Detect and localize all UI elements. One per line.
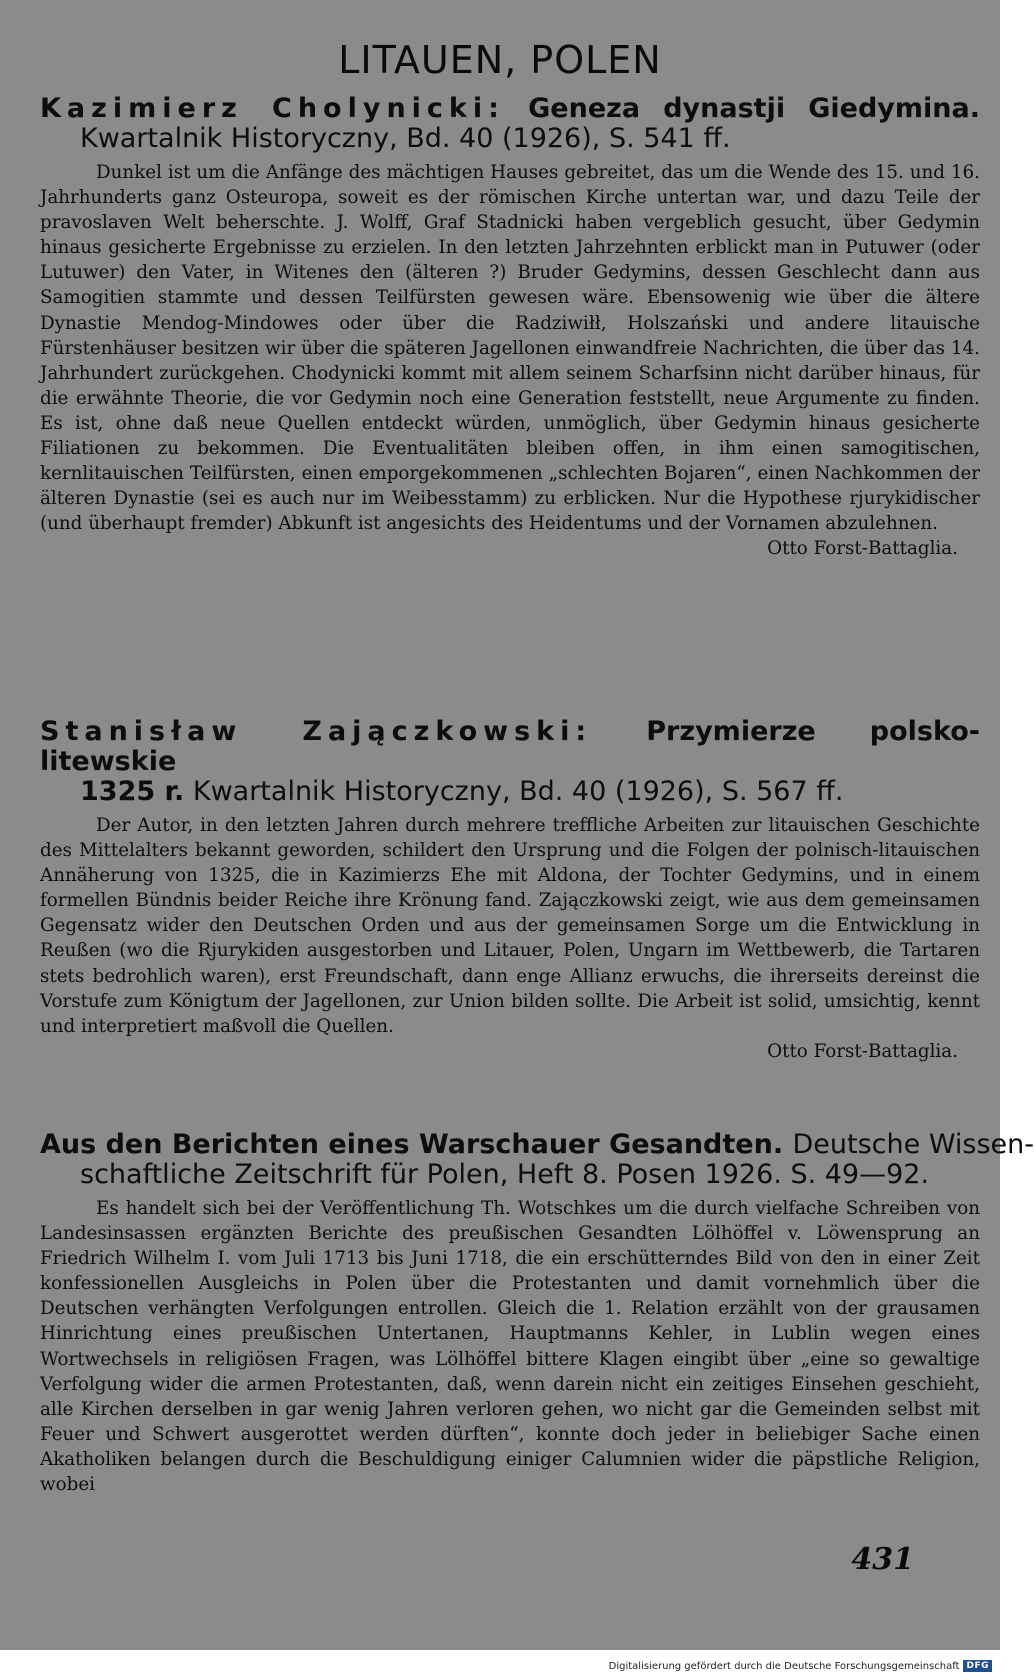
entry-author: Kazimierz Cholynicki: <box>40 93 505 124</box>
entry-title: Aus den Berichten eines Warschauer Gesandten. <box>40 1129 784 1160</box>
entry-body: Es handelt sich bei der Veröffentlichung Th. Wotschkes um die durch vielfache Schreiben von Landesinsassen ergänzten Berichte des preußischen Gesandten Lölhöffel v. Löwensprung an Friedrich Wilhelm I. vom Juli 1713 bis Juni 1718, die ein erschütterndes Bild von den in einer Zeit konfessionellen Ausgleichs in Polen über die Protestanten und damit vornehmlich über die Deutschen verhängten Verfolgungen entrollen. Gleich die 1. Relation erzählt von der grausamen Hinrichtung eines preußischen Untertanen, Hauptmanns Kehler, in Lublin wegen eines Wortwechsels in religiösen Fragen, was Lölhöffel bittere Klagen eingibt über „eine so gewaltige Verfolgung wider die armen Protestanten, daß, wenn darein nicht ein zeitiges Einsehen geschieht, alle Kirchen derselben in gar wenig Jahren verloren gehen, wo nicht gar die Gemeinden selbst mit Feuer und Schwert ausgerottet werden dürften“, konnte doch jeder in beliebiger Sache einen Akatholiken belangen durch die Beschuldigung einiger Calumnien wider die päpstliche Religion, wobei <box>40 1198 980 1496</box>
review-entry-2 <box>40 717 980 1064</box>
entry-heading <box>40 717 980 777</box>
entry-citation-start: Deutsche Wissen- <box>792 1129 1034 1160</box>
entry-title: Przymierze polsko-litewskie <box>40 716 980 777</box>
entry-body: Der Autor, in den letzten Jahren durch mehrere treffliche Arbeiten zur litauischen Geschichte des Mittelalters bekannt geworden, schildert den Ursprung und die Folgen der polnisch-litauischen Annäherung von 1325, die in Kazimierzs Ehe mit Aldona, der Tochter Gedymins, und in einem formellen Bündnis beider Reiche ihre Krönung fand. Zajączkowski zeigt, wie aus dem gemeinsamen Gegensatz wider den Deutschen Orden und aus der gemeinsamen Sorge um die Entwicklung in Reußen (wo die Rjurykiden ausgestorben und Litauer, Polen, Ungarn im Wettbewerb, die Tartaren stets bedrohlich waren), erst Freundschaft, dann enge Allianz erwuchs, die ihrerseits dereinst die Vorstufe zum Königtum der Jagellonen, zur Union bilden sollte. Die Arbeit ist solid, umsichtig, kennt und interpretiert maßvoll die Quellen. <box>40 815 980 1037</box>
digitization-credit <box>609 1660 992 1672</box>
review-entry-3 <box>40 1129 1034 1497</box>
page-header: LITAUEN, POLEN <box>338 38 662 82</box>
entry-author: Stanisław Zajączkowski: <box>40 716 593 747</box>
entry-body: Dunkel ist um die Anfänge des mächtigen Hauses gebreitet, das um die Wende des 15. und 16. Jahrhunderts ganz Osteuropa, soweit es der römischen Kirche untertan war, und dazu Teile der pravoslaven Welt beherschte. J. Wolff, Graf Stadnicki haben vergeblich gesucht, über Gedymin hinaus gesicherte Ergebnisse zu erzielen. In den letzten Jahrzehnten erblickt man in Putuwer (oder Lutuwer) den Vater, in Witenes den (älteren ?) Bruder Gedymins, dessen Geschlecht dann aus Samogitien stammte und dessen Teilfürsten gewesen wäre. Ebensowenig wie über die ältere Dynastie Mendog-Mindowes oder über die Radziwiłł, Holszański und andere litauische Fürstenhäuser besitzen wir über die späteren Jagellonen einwandfreie Nachrichten, die über das 14. Jahrhundert zurückgehen. Chodynicki kommt mit allem seinem Scharfsinn nicht darüber hinaus, für die erwähnte Theorie, die vor Gedymin noch eine Generation feststellt, neue Argumente zu finden. Es ist, ohne daß neue Quellen entdeckt würden, unmöglich, über Gedymin hinaus gesicherte Filiationen zu bekommen. Die Eventualitäten bleiben offen, in ihm einen samogitischen, kernlitauischen Teilfürsten, einen emporgekommenen „schlechten Bojaren“, einen Nachkommen der älteren Dynastie (sei es auch nur im Weibesstamm) zu erblicken. Nur die Hypothese rjurykidischer (und überhaupt fremder) Abkunft ist angesichts des Heidentums und der Vornamen abzulehnen. <box>40 162 980 535</box>
credit-text: Digitalisierung gefördert durch die Deutsche Forschungsgemeinschaft <box>608 1660 960 1672</box>
entry-reviewer: Otto Forst-Battaglia. <box>767 538 958 560</box>
entry-citation: Kwartalnik Historyczny, Bd. 40 (1926), S. 541 ff. <box>80 123 731 154</box>
dfg-logo: DFG <box>963 1660 992 1672</box>
entry-title: Geneza dynastji Giedymina. <box>528 93 980 124</box>
review-entry-1 <box>40 94 980 561</box>
entry-citation-line <box>40 777 980 807</box>
entry-citation: Kwartalnik Historyczny, Bd. 40 (1926), S. 567 ff. <box>192 776 844 807</box>
entry-citation: schaftliche Zeitschrift für Polen, Heft 8. Posen 1926. S. 49—92. <box>80 1159 930 1190</box>
entry-reviewer: Otto Forst-Battaglia. <box>767 1040 958 1062</box>
entry-heading <box>40 94 980 124</box>
page-number: 431 <box>851 1542 914 1577</box>
entry-year: 1325 r. <box>80 776 185 807</box>
entry-heading <box>40 1129 1034 1160</box>
